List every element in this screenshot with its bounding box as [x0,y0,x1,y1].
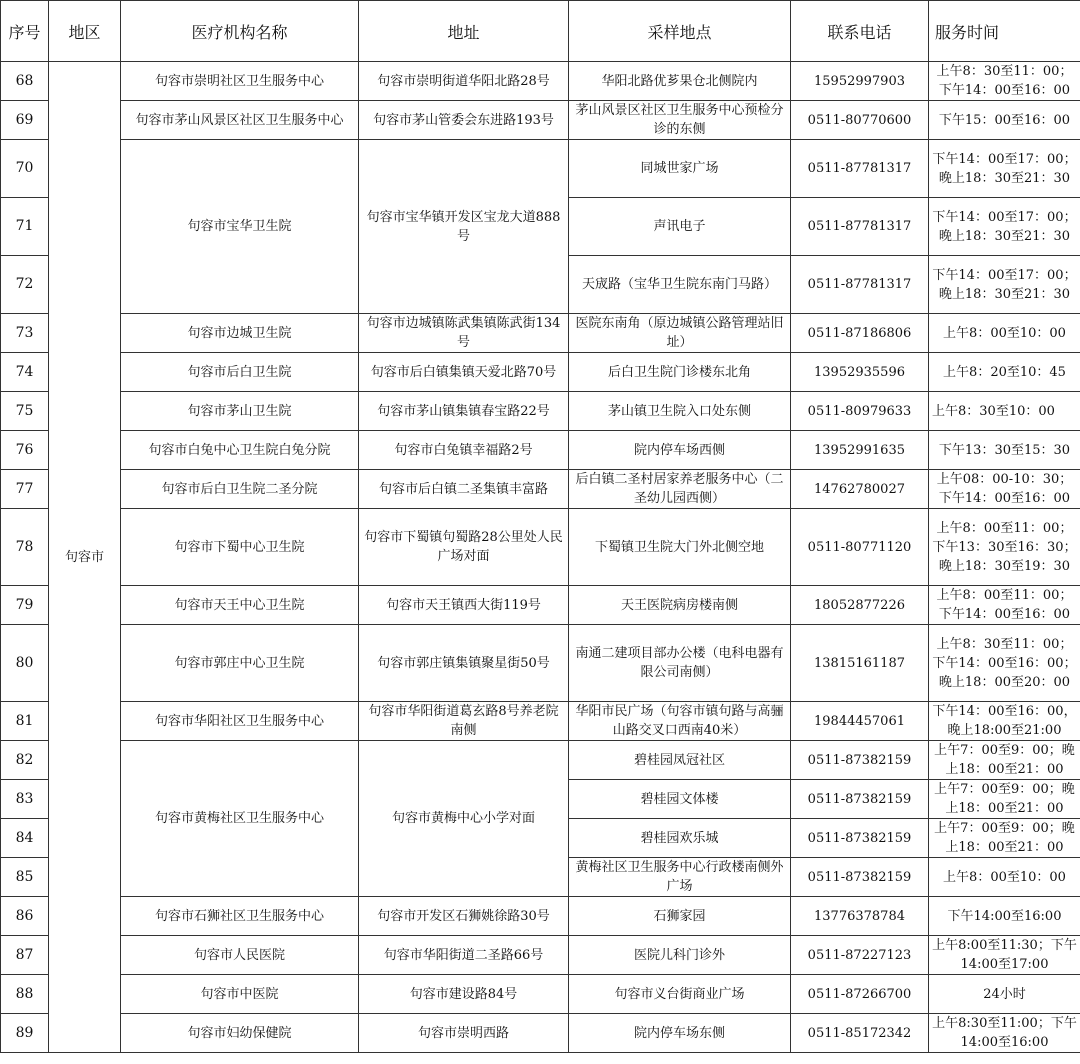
institution-cell: 句容市人民医院 [121,936,359,975]
seq-cell: 77 [1,470,49,509]
seq-cell: 84 [1,819,49,858]
header-service-time: 服务时间 [929,1,1080,62]
time-cell: 上午8：30至10：00 [929,392,1080,431]
table-row [1,470,1080,509]
time-cell: 上午8：20至10：45 [929,353,1080,392]
time-cell: 上午8:30至11:00；下午14:00至16:00 [929,1014,1080,1053]
seq-cell: 72 [1,256,49,314]
seq-cell: 69 [1,101,49,140]
phone-cell: 14762780027 [791,470,929,509]
phone-cell: 0511-85172342 [791,1014,929,1053]
phone-cell: 13952935596 [791,353,929,392]
institution-cell: 句容市茅山卫生院 [121,392,359,431]
table-row [1,1014,1080,1053]
address-cell: 句容市宝华镇开发区宝龙大道888号 [359,140,569,314]
address-cell: 句容市崇明西路 [359,1014,569,1053]
time-cell: 下午14：00至17：00；晚上18：30至21：30 [929,256,1080,314]
address-cell: 句容市茅山管委会东进路193号 [359,101,569,140]
time-cell: 上午8：30至11：00；下午14：00至16：00；晚上18：00至20：00 [929,625,1080,702]
time-cell: 上午8：00至10：00 [929,858,1080,897]
phone-cell: 18052877226 [791,586,929,625]
phone-cell: 0511-80771120 [791,509,929,586]
seq-cell: 88 [1,975,49,1014]
seq-cell: 83 [1,780,49,819]
time-cell: 上午8：00至11：00；下午13：30至16：30；晚上18：30至19：30 [929,509,1080,586]
site-cell: 华阳市民广场（句容市镇句路与高骊山路交叉口西南40米） [569,702,791,741]
institution-cell: 句容市宝华卫生院 [121,140,359,314]
address-cell: 句容市华阳街道二圣路66号 [359,936,569,975]
site-cell: 院内停车场西侧 [569,431,791,470]
table-row [1,101,1080,140]
seq-cell: 73 [1,314,49,353]
phone-cell: 13952991635 [791,431,929,470]
time-cell: 下午15：00至16：00 [929,101,1080,140]
time-cell: 上午8：00至10：00 [929,314,1080,353]
address-cell: 句容市黄梅中心小学对面 [359,741,569,897]
table-row [1,625,1080,702]
table-header-row [1,1,1080,62]
seq-cell: 79 [1,586,49,625]
site-cell: 院内停车场东侧 [569,1014,791,1053]
header-phone: 联系电话 [791,1,929,62]
header-district: 地区 [49,1,121,62]
address-cell: 句容市郭庄镇集镇聚星街50号 [359,625,569,702]
seq-cell: 74 [1,353,49,392]
time-cell: 下午14:00至16:00 [929,897,1080,936]
table-row [1,392,1080,431]
institution-cell: 句容市后白卫生院 [121,353,359,392]
institution-cell: 句容市郭庄中心卫生院 [121,625,359,702]
address-cell: 句容市崇明街道华阳北路28号 [359,62,569,101]
institution-cell: 句容市妇幼保健院 [121,1014,359,1053]
header-seq: 序号 [1,1,49,62]
phone-cell: 15952997903 [791,62,929,101]
institution-cell: 句容市天王中心卫生院 [121,586,359,625]
table-row [1,353,1080,392]
site-cell: 茅山镇卫生院入口处东侧 [569,392,791,431]
seq-cell: 70 [1,140,49,198]
district-cell: 句容市 [49,62,121,1053]
phone-cell: 13776378784 [791,897,929,936]
table-row [1,140,1080,198]
institution-cell: 句容市边城卫生院 [121,314,359,353]
time-cell: 上午8：30至11：00；下午14：00至16：00 [929,62,1080,101]
header-institution: 医疗机构名称 [121,1,359,62]
phone-cell: 0511-87781317 [791,256,929,314]
site-cell: 医院东南角（原边城镇公路管理站旧址） [569,314,791,353]
phone-cell: 13815161187 [791,625,929,702]
phone-cell: 0511-87227123 [791,936,929,975]
address-cell: 句容市边城镇陈武集镇陈武街134号 [359,314,569,353]
seq-cell: 78 [1,509,49,586]
institution-cell: 句容市下蜀中心卫生院 [121,509,359,586]
site-cell: 后白卫生院门诊楼东北角 [569,353,791,392]
table-row [1,897,1080,936]
seq-cell: 86 [1,897,49,936]
phone-cell: 0511-87781317 [791,140,929,198]
time-cell: 24小时 [929,975,1080,1014]
phone-cell: 0511-80979633 [791,392,929,431]
table-row [1,509,1080,586]
seq-cell: 81 [1,702,49,741]
header-address: 地址 [359,1,569,62]
time-cell: 上午7：00至9：00；晚上18：00至21：00 [929,780,1080,819]
site-cell: 天王医院病房楼南侧 [569,586,791,625]
site-cell: 后白镇二圣村居家养老服务中心（二圣幼儿园西侧） [569,470,791,509]
phone-cell: 19844457061 [791,702,929,741]
phone-cell: 0511-87186806 [791,314,929,353]
seq-cell: 80 [1,625,49,702]
seq-cell: 71 [1,198,49,256]
table-row [1,936,1080,975]
site-cell: 同城世家广场 [569,140,791,198]
address-cell: 句容市白兔镇幸福路2号 [359,431,569,470]
institution-cell: 句容市崇明社区卫生服务中心 [121,62,359,101]
address-cell: 句容市华阳街道葛玄路8号养老院南侧 [359,702,569,741]
seq-cell: 87 [1,936,49,975]
seq-cell: 89 [1,1014,49,1053]
address-cell: 句容市后白镇集镇天爱北路70号 [359,353,569,392]
institution-cell: 句容市后白卫生院二圣分院 [121,470,359,509]
phone-cell: 0511-87382159 [791,780,929,819]
seq-cell: 82 [1,741,49,780]
address-cell: 句容市后白镇二圣集镇丰富路 [359,470,569,509]
time-cell: 上午7：00至9：00；晚上18：00至21：00 [929,741,1080,780]
phone-cell: 0511-87382159 [791,819,929,858]
seq-cell: 85 [1,858,49,897]
address-cell: 句容市建设路84号 [359,975,569,1014]
site-cell: 碧桂园欢乐城 [569,819,791,858]
time-cell: 上午8：00至11：00；下午14：00至16：00 [929,586,1080,625]
table-row [1,702,1080,741]
institution-cell: 句容市华阳社区卫生服务中心 [121,702,359,741]
site-cell: 华阳北路优芗果仓北侧院内 [569,62,791,101]
site-cell: 石狮家园 [569,897,791,936]
seq-cell: 68 [1,62,49,101]
site-cell: 茅山风景区社区卫生服务中心预检分诊的东侧 [569,101,791,140]
time-cell: 下午14：00至17：00；晚上18：30至21：30 [929,198,1080,256]
time-cell: 上午8:00至11:30；下午14:00至17:00 [929,936,1080,975]
table-row [1,586,1080,625]
address-cell: 句容市开发区石狮姚徐路30号 [359,897,569,936]
address-cell: 句容市天王镇西大街119号 [359,586,569,625]
address-cell: 句容市下蜀镇句蜀路28公里处人民广场对面 [359,509,569,586]
table-row [1,975,1080,1014]
table-row [1,741,1080,780]
phone-cell: 0511-87382159 [791,858,929,897]
institution-cell: 句容市白兔中心卫生院白兔分院 [121,431,359,470]
table-row [1,62,1080,101]
institution-cell: 句容市石狮社区卫生服务中心 [121,897,359,936]
site-cell: 碧桂园文体楼 [569,780,791,819]
site-cell: 天宬路（宝华卫生院东南门马路） [569,256,791,314]
header-sampling-site: 采样地点 [569,1,791,62]
time-cell: 下午13：30至15：30 [929,431,1080,470]
site-cell: 医院儿科门诊外 [569,936,791,975]
institution-cell: 句容市茅山风景区社区卫生服务中心 [121,101,359,140]
table-row [1,431,1080,470]
phone-cell: 0511-87266700 [791,975,929,1014]
time-cell: 上午08：00-10：30；下午14：00至16：00 [929,470,1080,509]
site-cell: 声讯电子 [569,198,791,256]
phone-cell: 0511-87781317 [791,198,929,256]
institution-cell: 句容市黄梅社区卫生服务中心 [121,741,359,897]
site-cell: 碧桂园凤冠社区 [569,741,791,780]
time-cell: 下午14：00至17：00；晚上18：30至21：30 [929,140,1080,198]
institution-cell: 句容市中医院 [121,975,359,1014]
site-cell: 南通二建项目部办公楼（电科电器有限公司南侧） [569,625,791,702]
site-cell: 下蜀镇卫生院大门外北侧空地 [569,509,791,586]
site-cell: 句容市义台街商业广场 [569,975,791,1014]
site-cell: 黄梅社区卫生服务中心行政楼南侧外广场 [569,858,791,897]
time-cell: 下午14：00至16：00，晚上18:00至21:00 [929,702,1080,741]
phone-cell: 0511-87382159 [791,741,929,780]
phone-cell: 0511-80770600 [791,101,929,140]
seq-cell: 76 [1,431,49,470]
time-cell: 上午7：00至9：00；晚上18：00至21：00 [929,819,1080,858]
table-row [1,314,1080,353]
seq-cell: 75 [1,392,49,431]
address-cell: 句容市茅山镇集镇春宝路22号 [359,392,569,431]
